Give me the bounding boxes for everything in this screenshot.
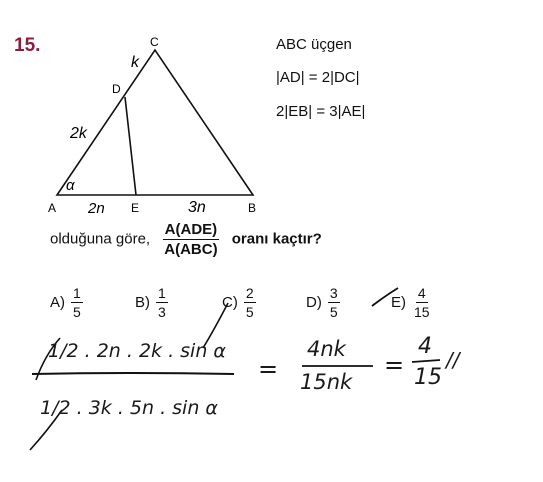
vertex-d-label: D bbox=[112, 82, 121, 96]
option-d-label: D) bbox=[306, 294, 322, 311]
option-b-fraction: 1 3 bbox=[158, 285, 166, 320]
option-e-fraction: 4 15 bbox=[414, 285, 430, 320]
condition-suffix: oranı kaçtır? bbox=[231, 230, 322, 248]
option-a[interactable] bbox=[50, 285, 83, 320]
hand-denominator: 1/2 . 3k . 5n . sin α bbox=[40, 397, 218, 419]
area-ratio bbox=[162, 221, 219, 258]
segment-de bbox=[125, 97, 136, 195]
hand-main-fraction-bar bbox=[32, 373, 234, 374]
vertex-a-label: A bbox=[48, 201, 57, 215]
ratio-denominator: A(ABC) bbox=[164, 241, 218, 258]
hand-numerator: 1/2 . 2n . 2k . sin α bbox=[48, 340, 226, 362]
given-line-2: |AD| = 2|DC| bbox=[276, 69, 360, 86]
question-number: 15. bbox=[14, 35, 41, 56]
option-e[interactable] bbox=[391, 285, 432, 320]
vertex-e-label: E bbox=[131, 201, 140, 215]
hand-final-denominator: 15 bbox=[414, 365, 442, 390]
hand-mid-numerator: 4nk bbox=[307, 337, 346, 361]
ratio-numerator: A(ADE) bbox=[164, 221, 218, 238]
hand-equals-2: = bbox=[384, 351, 405, 379]
mark-ae-2n: 2n bbox=[88, 200, 105, 217]
option-c[interactable] bbox=[222, 285, 256, 320]
option-c-fraction: 2 5 bbox=[245, 285, 254, 320]
mark-eb-3n: 3n bbox=[188, 199, 206, 216]
vertex-b-label: B bbox=[248, 201, 257, 215]
mark-cd-k: k bbox=[131, 54, 139, 71]
option-b-label: B) bbox=[135, 294, 150, 311]
vertex-c-label: C bbox=[150, 35, 159, 49]
option-d[interactable] bbox=[306, 285, 340, 320]
option-e-label: E) bbox=[391, 294, 406, 311]
hand-end-mark: // bbox=[446, 348, 460, 372]
given-line-3: 2|EB| = 3|AE| bbox=[276, 103, 366, 120]
option-b[interactable] bbox=[135, 285, 168, 320]
option-c-label: C) bbox=[222, 294, 238, 311]
option-a-label: A) bbox=[50, 294, 65, 311]
given-line-1: ABC üçgen bbox=[276, 36, 352, 53]
condition-line bbox=[50, 221, 322, 258]
hand-final-fraction-bar bbox=[412, 360, 440, 362]
triangle-abc bbox=[57, 50, 253, 195]
mark-ad-2k: 2k bbox=[70, 125, 87, 142]
hand-mid-denominator: 15nk bbox=[300, 370, 353, 394]
option-d-fraction: 3 5 bbox=[329, 285, 338, 320]
condition-prefix: olduğuna göre, bbox=[50, 230, 151, 248]
hand-equals-1: = bbox=[258, 355, 279, 383]
option-a-fraction: 1 5 bbox=[73, 285, 81, 320]
mark-angle-alpha: α bbox=[66, 177, 75, 194]
hand-final-numerator: 4 bbox=[418, 334, 432, 359]
